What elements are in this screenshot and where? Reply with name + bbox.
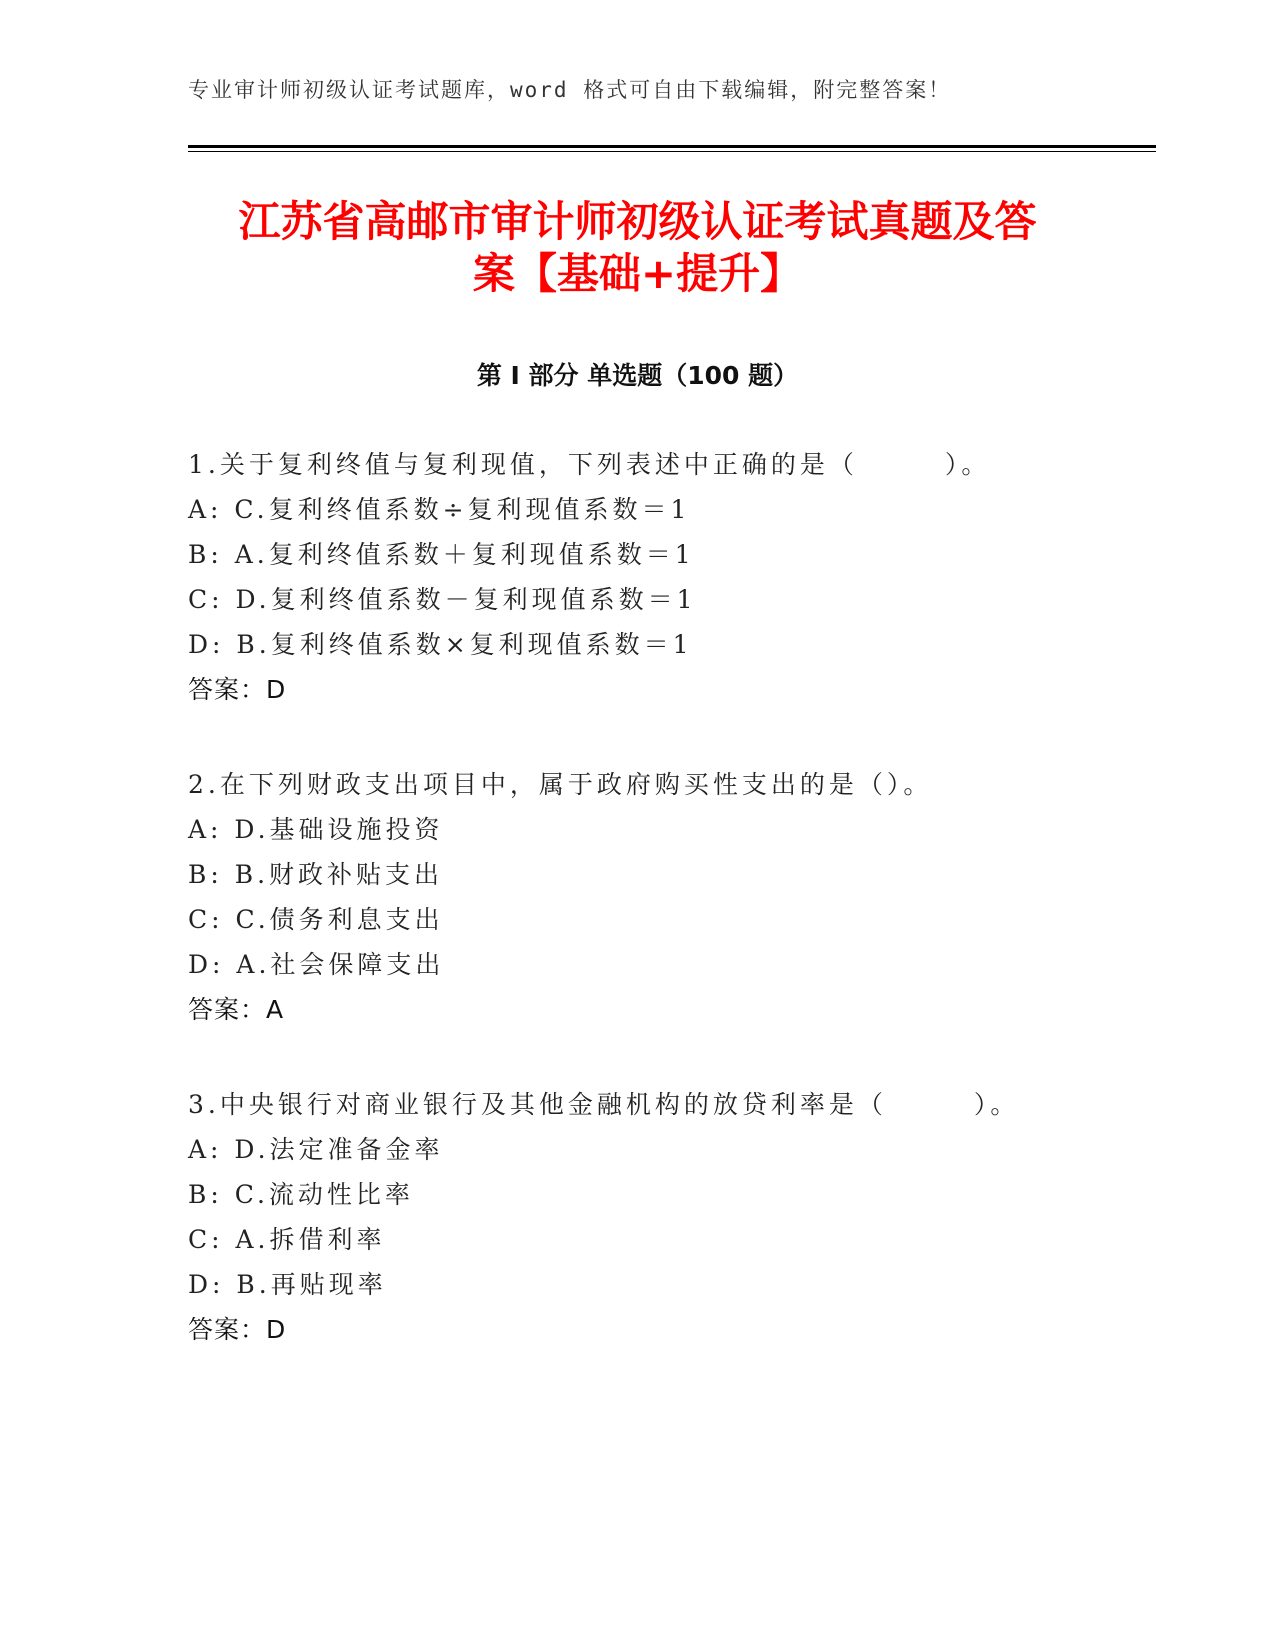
header-rule-thick [188, 145, 1156, 148]
question-2 [188, 762, 1128, 1032]
option-b: B: A.复利终值系数＋复利现值系数＝1 [188, 540, 695, 569]
document-title-line-2: 案【基础+提升】 [472, 249, 803, 298]
option-a: A: C.复利终值系数÷复利现值系数＝1 [188, 495, 691, 524]
question-list [188, 442, 1128, 1402]
question-stem: 2.在下列财政支出项目中，属于政府购买性支出的是（）。 [188, 770, 933, 799]
option-b: B: C.流动性比率 [188, 1180, 414, 1209]
header-note: 专业审计师初级认证考试题库，word 格式可自由下载编辑，附完整答案！ [188, 78, 952, 102]
option-d: D: B.复利终值系数×复利现值系数＝1 [188, 630, 693, 659]
question-1 [188, 442, 1128, 712]
question-stem: 3.中央银行对商业银行及其他金融机构的放贷利率是（ ）。 [188, 1090, 1020, 1119]
answer: 答案：D [188, 675, 287, 704]
header-rule-thin [188, 151, 1156, 152]
option-c: C: C.债务利息支出 [188, 905, 444, 934]
section-heading: 第 I 部分 单选题（100 题） [476, 361, 799, 390]
option-d: D: A.社会保障支出 [188, 950, 445, 979]
question-stem: 1.关于复利终值与复利现值，下列表述中正确的是（ ）。 [188, 450, 991, 479]
question-3 [188, 1082, 1128, 1352]
option-a: A: D.法定准备金率 [188, 1135, 444, 1164]
option-c: C: D.复利终值系数－复利现值系数＝1 [188, 585, 697, 614]
option-a: A: D.基础设施投资 [188, 815, 444, 844]
document-title-line-1: 江苏省高邮市审计师初级认证考试真题及答 [238, 197, 1037, 246]
document-title [160, 196, 1115, 300]
answer: 答案：D [188, 1315, 287, 1344]
answer: 答案：A [188, 995, 285, 1024]
option-d: D: B.再贴现率 [188, 1270, 387, 1299]
option-b: B: B.财政补贴支出 [188, 860, 444, 889]
option-c: C: A.拆借利率 [188, 1225, 386, 1254]
